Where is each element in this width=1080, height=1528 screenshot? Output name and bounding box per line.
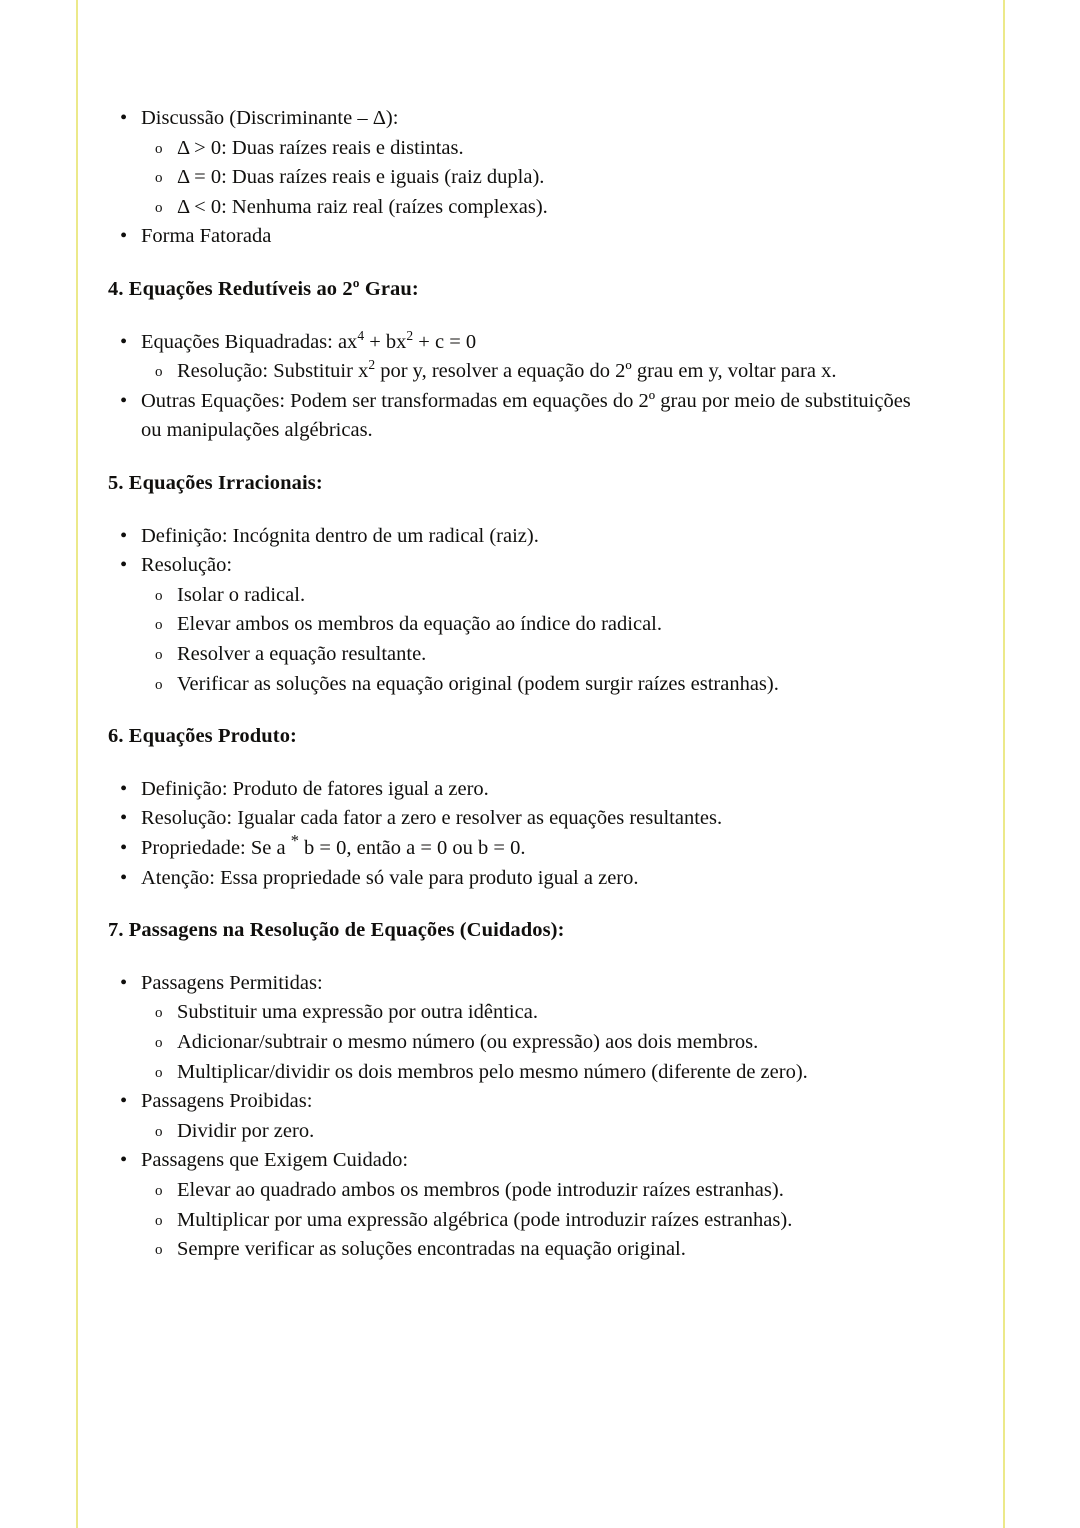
right-margin-rule xyxy=(1003,0,1005,1528)
biquadradas-mid: + bx xyxy=(364,330,407,353)
bullet-disc-icon: • xyxy=(120,837,128,860)
list-item xyxy=(108,134,928,164)
sub-sempre-verificar-label: Sempre verificar as soluções encontradas na equação original. xyxy=(177,1238,686,1261)
list-permitidas-sub xyxy=(108,998,928,1087)
bullet-circle-icon: o xyxy=(155,587,163,604)
bullet-circle-icon: o xyxy=(155,1183,163,1199)
list-item xyxy=(108,831,928,864)
bullet-circle-icon: o xyxy=(155,1212,163,1229)
list-item xyxy=(108,1235,928,1265)
sub-delta-negativo-label: Δ < 0: Nenhuma raiz real (raízes complexas). xyxy=(177,195,548,218)
item-discussao-label: Discussão (Discriminante – Δ): xyxy=(141,107,399,129)
list-item xyxy=(108,522,928,552)
bullet-circle-icon: o xyxy=(155,364,163,381)
list-item xyxy=(108,864,928,894)
spacer xyxy=(108,750,928,775)
spacer xyxy=(108,497,928,522)
biquadradas-exponent-4: 4 xyxy=(357,327,365,343)
bullet-circle-icon: o xyxy=(155,1035,163,1052)
list-item xyxy=(108,670,928,700)
sub-resolucao-label xyxy=(177,357,837,383)
item-permitidas-label: Passagens Permitidas: xyxy=(141,971,323,994)
list-discussao xyxy=(108,104,928,252)
bullet-circle-icon: o xyxy=(155,170,163,187)
list-item xyxy=(108,804,928,834)
list-item xyxy=(108,163,928,193)
spacer xyxy=(108,446,928,470)
list-item xyxy=(108,328,928,358)
spacer xyxy=(108,303,928,328)
list-item xyxy=(108,1146,928,1176)
item-propriedade-label xyxy=(141,831,526,860)
list-item xyxy=(108,357,928,387)
sub-verificar-label: Verificar as soluções na equação original (podem surgir raízes estranhas). xyxy=(177,672,779,695)
bullet-circle-icon: o xyxy=(155,140,163,157)
document-body xyxy=(108,104,928,1265)
propriedade-prefix: Propriedade: Se a xyxy=(141,837,291,860)
list-secao-5 xyxy=(108,522,928,700)
list-item xyxy=(108,193,928,223)
list-item xyxy=(108,775,928,805)
item-outras-equacoes-label: Outras Equações: Podem ser transformadas em equações do 2º grau por meio de substituições ou manipulações algébricas. xyxy=(141,389,911,442)
heading-secao-5: 5. Equações Irracionais: xyxy=(108,471,323,494)
propriedade-suffix: b = 0, então a = 0 ou b = 0. xyxy=(298,837,526,860)
list-item xyxy=(108,1117,928,1147)
sub-delta-positivo-label: Δ > 0: Duas raízes reais e distintas. xyxy=(177,136,464,159)
bullet-circle-icon: o xyxy=(155,1123,163,1140)
bullet-disc-icon: • xyxy=(120,1090,128,1113)
bullet-disc-icon: • xyxy=(120,807,128,830)
spacer xyxy=(108,252,928,276)
biquadradas-exponent-2: 2 xyxy=(406,327,414,343)
bullet-disc-icon: • xyxy=(120,524,128,547)
sub-elevar-label: Elevar ambos os membros da equação ao índice do radical. xyxy=(177,613,662,636)
left-margin-rule xyxy=(76,0,78,1528)
item-proibidas-label: Passagens Proibidas: xyxy=(141,1090,313,1113)
biquadradas-prefix: Equações Biquadradas: ax xyxy=(141,330,358,353)
list-item xyxy=(108,1058,928,1088)
bullet-disc-icon: • xyxy=(120,330,128,353)
list-item xyxy=(108,1176,928,1206)
sub-resolver-label: Resolver a equação resultante. xyxy=(177,643,427,665)
resolucao-exponent-2: 2 xyxy=(368,357,376,373)
list-item xyxy=(108,104,928,134)
list-item xyxy=(108,640,928,670)
bullet-disc-icon: • xyxy=(120,225,128,248)
sub-multiplicar-label: Multiplicar/dividir os dois membros pelo mesmo número (diferente de zero). xyxy=(177,1060,808,1083)
item-cuidado-label: Passagens que Exigem Cuidado: xyxy=(141,1149,409,1172)
list-secao-6 xyxy=(108,775,928,893)
biquadradas-suffix: + c = 0 xyxy=(413,330,477,353)
item-atencao-label: Atenção: Essa propriedade só vale para produto igual a zero. xyxy=(141,866,639,889)
bullet-disc-icon: • xyxy=(120,971,128,994)
bullet-circle-icon: o xyxy=(155,199,163,216)
resolucao-suffix: por y, resolver a equação do 2º grau em y, voltar para x. xyxy=(375,360,837,383)
item-forma-fatorada-label: Forma Fatorada xyxy=(141,225,272,248)
list-secao-4 xyxy=(108,328,928,446)
heading-secao-6: 6. Equações Produto: xyxy=(108,725,297,748)
list-item xyxy=(108,610,928,640)
bullet-disc-icon: • xyxy=(120,107,128,129)
list-item xyxy=(108,387,928,446)
list-item xyxy=(108,551,928,581)
bullet-circle-icon: o xyxy=(155,617,163,634)
list-item xyxy=(108,1087,928,1117)
item-biquadradas-label xyxy=(141,327,477,353)
bullet-disc-icon: • xyxy=(120,389,128,412)
list-item xyxy=(108,1028,928,1058)
list-item xyxy=(108,969,928,999)
sub-multiplicar-expressao-label: Multiplicar por uma expressão algébrica (pode introduzir raízes estranhas). xyxy=(177,1208,793,1231)
bullet-circle-icon: o xyxy=(155,1242,163,1259)
list-proibidas-sub xyxy=(108,1117,928,1147)
spacer xyxy=(108,699,928,723)
list-cuidado-sub xyxy=(108,1176,928,1265)
heading-secao-7: 7. Passagens na Resolução de Equações (Cuidados): xyxy=(108,919,565,942)
sub-dividir-zero-label: Dividir por zero. xyxy=(177,1119,315,1142)
bullet-disc-icon: • xyxy=(120,1149,128,1172)
heading-secao-4: 4. Equações Redutíveis ao 2º Grau: xyxy=(108,277,419,300)
bullet-disc-icon: • xyxy=(120,866,128,889)
list-item xyxy=(108,222,928,252)
bullet-circle-icon: o xyxy=(155,647,163,663)
list-secao-4-sub xyxy=(108,357,928,387)
sub-isolar-label: Isolar o radical. xyxy=(177,583,306,606)
list-discussao-sub xyxy=(108,134,928,223)
item-definicao-label: Definição: Incógnita dentro de um radical (raiz). xyxy=(141,524,539,547)
list-item xyxy=(108,998,928,1028)
resolucao-prefix: Resolução: Substituir x xyxy=(177,360,369,383)
item-resolucao-label: Resolução: xyxy=(141,554,233,577)
list-secao-7 xyxy=(108,969,928,1265)
item-definicao-produto-label: Definição: Produto de fatores igual a zero. xyxy=(141,777,489,800)
sub-elevar-quadrado-label: Elevar ao quadrado ambos os membros (pode introduzir raízes estranhas). xyxy=(177,1179,784,1201)
bullet-disc-icon: • xyxy=(120,777,128,800)
bullet-circle-icon: o xyxy=(155,1064,163,1081)
item-resolucao-produto-label: Resolução: Igualar cada fator a zero e resolver as equações resultantes. xyxy=(141,807,723,830)
sub-delta-zero-label: Δ = 0: Duas raízes reais e iguais (raiz dupla). xyxy=(177,166,545,189)
bullet-circle-icon: o xyxy=(155,676,163,693)
spacer xyxy=(108,944,928,969)
bullet-circle-icon: o xyxy=(155,1005,163,1022)
asterisk-operator-icon: * xyxy=(290,831,299,851)
sub-substituir-label: Substituir uma expressão por outra idêntica. xyxy=(177,1001,538,1024)
sub-adicionar-label: Adicionar/subtrair o mesmo número (ou expressão) aos dois membros. xyxy=(177,1031,759,1054)
bullet-disc-icon: • xyxy=(120,554,128,577)
spacer xyxy=(108,893,928,917)
list-item xyxy=(108,581,928,611)
list-item xyxy=(108,1206,928,1236)
list-secao-5-sub xyxy=(108,581,928,699)
